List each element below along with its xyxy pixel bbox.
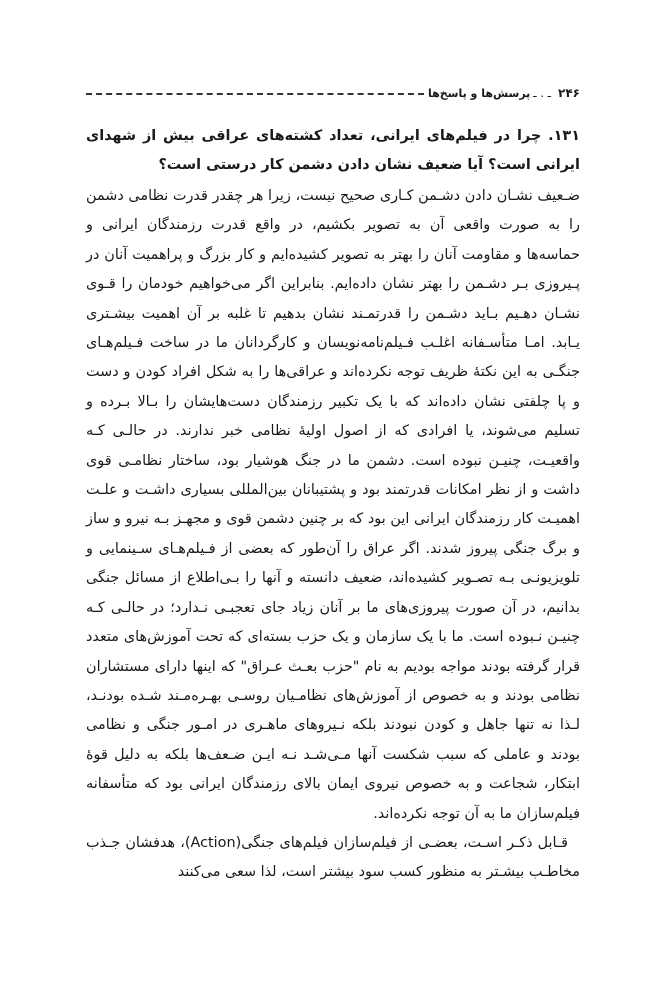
answer-paragraph-1: ضـعیف نشـان دادن دشـمن کـاری صحیح نیست، زیرا هر چقدر قدرت نظامی دشمن را به صورت واقعی آن به تصویر بکشیم، در واقع قدرت رزمندگان ایرانی و حماسه‌ها و مقاومت آنان را بهتر به تصویر کشیده‌ایم و کار بزرگ و پراهمیت آنان در پـیروزی بـر دشـمن را بهتر نشان داده‌ایم. بنابراین اگر می‌خواهیم خودمان را قـوی نشـان دهـیم بـاید دشـمن را قدرتمـند نشان بدهیم تا غلبه بر آن اهمیت بیشـتری یـابد. امـا متأسـفانه اغلـب فـیلم‌نامه‌نویسان و کارگردانان ما در ساخت فـیلم‌هـای جنگـی به این نکتهٔ ظریف توجه نکرده‌اند و عراقی‌ها را به شکل افراد کودن و دست و پا چلفتی نشان داده‌اند که با یک تکبیر رزمندگان دست‌هایشان را بـالا بـرده و تسلیم می‌شوند، یا افرادی که از اصول اولیهٔ نظامی خبر ندارند. در حالـی کـه واقعیـت، چنیـن نبوده است. دشمن ما در جنگ هوشیار بود، ساختار نظامـی قوی داشت و از نظر امکانات قدرتمند بود و پشتیبانان بین‌المللی بسیاری داشـت و علـت اهمیـت کار رزمندگان ایرانی این بود که بر چنین دشمن قوی و مجهـز بـه نیرو و ساز و برگ جنگی پیروز شدند. اگر عراق را آن‌طور که بعضی از فـیلم‌هـای سـینمایی و تلویزیونـی بـه تصـویر کشیده‌اند، ضعیف دانسته و آنها را بـی‌اطلاع از مسائل جنگی بدانیم، در آن صورت پیروزی‌های ما بر آنان زیاد جای تعجبـی نـدارد؛ در حالـی کـه چنیـن نـبوده است. ما با یک سازمان و یک حزب بسته‌ای که تحت آموزش‌های متعدد قرار گرفته بودند مواجه بودیم به نام "حزب بعـث عـراق" که اینها دارای مستشاران نظامی بودند و به خصوص از آموزش‌های نظامـیان روسـی بهـره‌مـند شـده بودنـد، لـذا نه تنها جاهل و کودن نبودند بلکه نـیروهای ماهـری در امـور جنگی و نظامی بودند و عاملی که سبب شکست آنها مـی‌شـد نـه ایـن ضـعف‌ها بلکه به دلیل قوهٔ ابتکار، شجاعت و به خصوص نیروی ایمان بالای رزمندگان ایرانی بود که متأسفانه فیلم‌سازان ما به آن توجه نکرده‌اند.	[86, 188, 580, 822]
page-number: ۲۴۶	[558, 86, 580, 100]
book-title: پرسش‌ها و پاسخ‌ها	[427, 86, 531, 100]
page-content	[86, 122, 580, 888]
answer-paragraph-2: قـابل ذکـر اسـت، بعضـی از فیلم‌سازان فیلم‌های جنگی(Action)، هدفشان جـذب مخاطـب بیشـتر به منظور کسب سود بیشتر است، لذا سعی می‌کنند	[86, 834, 580, 881]
question-heading: ۱۳۱. چرا در فیلم‌های ایرانی، تعداد کشته‌های عراقی بیش از شهدای ایرانی است؟ آیا ضعیف نشان دادن دشمن کار درستی است؟	[86, 128, 580, 173]
header-dashed-rule	[86, 93, 424, 95]
header-separator: ـ . ـ	[533, 86, 552, 100]
running-header	[86, 82, 580, 104]
